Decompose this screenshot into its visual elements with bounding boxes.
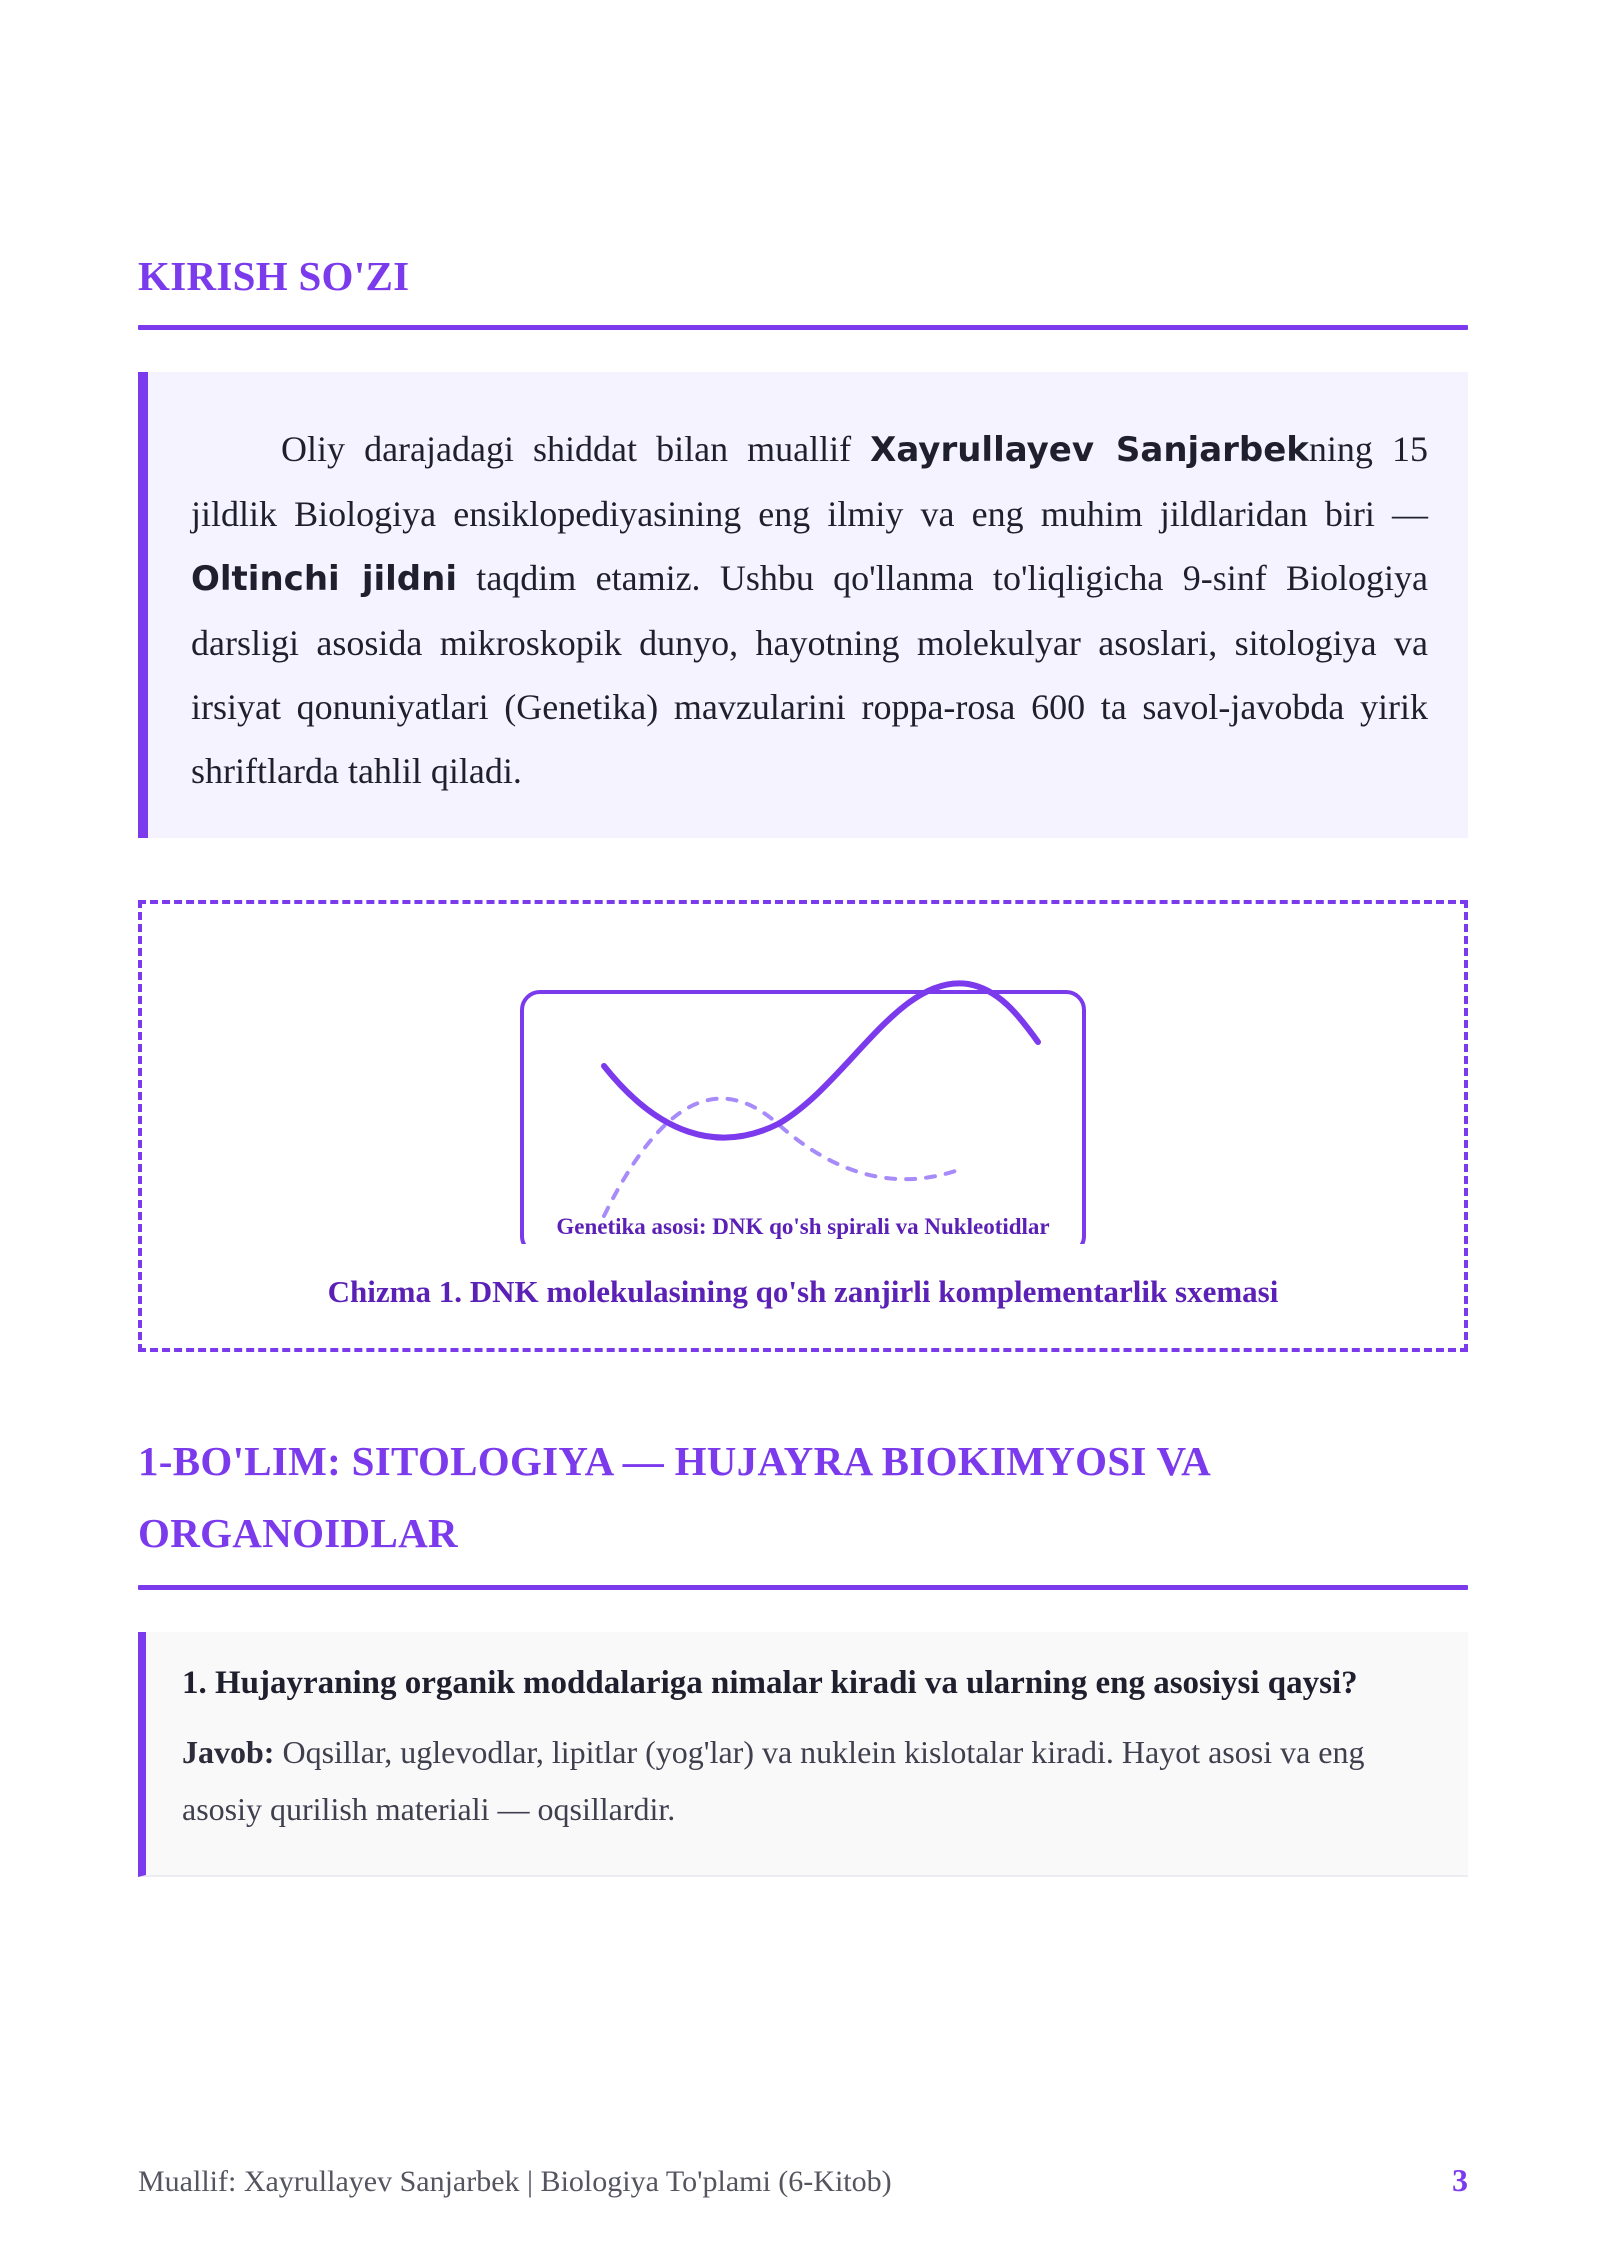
intro-divider bbox=[138, 325, 1468, 330]
answer-text: Oqsillar, uglevodlar, lipitlar (yog'lar) va nuklein kislotalar kiradi. Hayot asosi va eng asosiy qurilish materiali — oqsillardir. bbox=[182, 1734, 1365, 1827]
diagram-label: Genetika asosi: DNK qo'sh spirali va Nukleotidlar bbox=[556, 1214, 1050, 1239]
page bbox=[138, 0, 1468, 2261]
diagram-frame bbox=[522, 992, 1084, 1244]
intro-text-2: ning 15 jildlik Biologiya ensiklopediyasining eng ilmiy va eng muhim jildlaridan biri — bbox=[191, 429, 1428, 534]
author-name: Xayrullayev Sanjarbek bbox=[870, 430, 1309, 470]
section-heading: 1-BO'LIM: SITOLOGIYA — HUJAYRA BIOKIMYOSI VA ORGANOIDLAR bbox=[138, 1438, 1209, 1556]
figure-box bbox=[138, 900, 1468, 1352]
page-number: 3 bbox=[1452, 2162, 1468, 2198]
answer-label: Javob: bbox=[182, 1734, 275, 1770]
qa-card bbox=[138, 1632, 1468, 1877]
intro-callout bbox=[138, 372, 1468, 838]
qa-question: 1. Hujayraning organik moddalariga nimalar kiradi va ularning eng asosiysi qaysi? bbox=[182, 1665, 1358, 1701]
qa-answer bbox=[182, 1724, 1438, 1838]
intro-paragraph bbox=[191, 417, 1428, 803]
section-divider bbox=[138, 1585, 1468, 1590]
dna-helix-diagram bbox=[518, 944, 1088, 1244]
figure-caption: Chizma 1. DNK molekulasining qo'sh zanjirli komplementarlik sxemasi bbox=[327, 1274, 1279, 1309]
footer-author: Muallif: Xayrullayev Sanjarbek | Biologiya To'plami (6-Kitob) bbox=[138, 2165, 892, 2198]
intro-text-3: taqdim etamiz. Ushbu qo'llanma to'liqligicha 9-sinf Biologiya darsligi asosida mikroskopik dunyo, hayotning molekulyar asoslari, sitologiya va irsiyat qonuniyatlari (Genetika) mavzularini roppa-rosa 600 ta savol-javobda yirik shriftlarda tahlil qiladi. bbox=[191, 558, 1428, 791]
volume-name: Oltinchi jildni bbox=[191, 559, 457, 599]
intro-text-1: Oliy darajadagi shiddat bilan muallif bbox=[281, 429, 871, 469]
intro-heading: KIRISH SO'ZI bbox=[138, 253, 410, 299]
